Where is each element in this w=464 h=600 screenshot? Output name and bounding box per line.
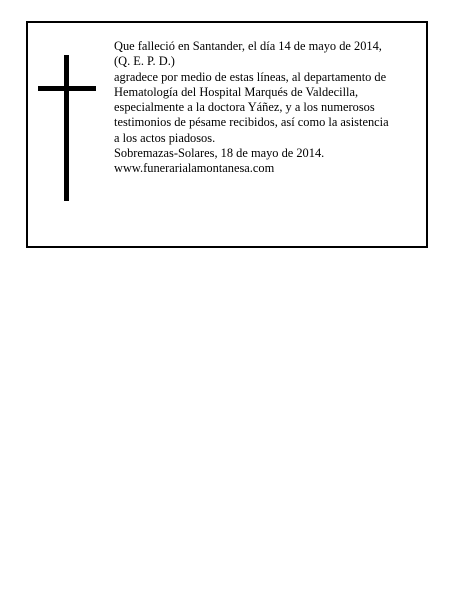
notice-line-hospital: Hematología del Hospital Marqués de Valdecilla, — [114, 84, 359, 99]
cross-icon — [38, 55, 98, 201]
notice-line-rip: (Q. E. P. D.) — [114, 54, 175, 69]
notice-line-condolences: testimonios de pésame recibidos, así como la asistencia — [114, 115, 389, 130]
obituary-notice — [26, 21, 428, 248]
notice-line-doctor: especialmente a la doctora Yáñez, y a los numerosos — [114, 100, 375, 115]
notice-line-services: a los actos piadosos. — [114, 130, 216, 145]
cross-horizontal-bar — [38, 86, 96, 91]
notice-line-thanks: agradece por medio de estas líneas, al departamento de — [114, 69, 387, 84]
notice-text — [114, 39, 424, 177]
notice-line-death-date: Que falleció en Santander, el día 14 de mayo de 2014, — [114, 39, 382, 53]
notice-line-place-date: Sobremazas-Solares, 18 de mayo de 2014. — [114, 146, 325, 161]
notice-line-website: www.funerarialamontanesa.com — [114, 161, 275, 176]
cross-vertical-bar — [64, 55, 69, 201]
